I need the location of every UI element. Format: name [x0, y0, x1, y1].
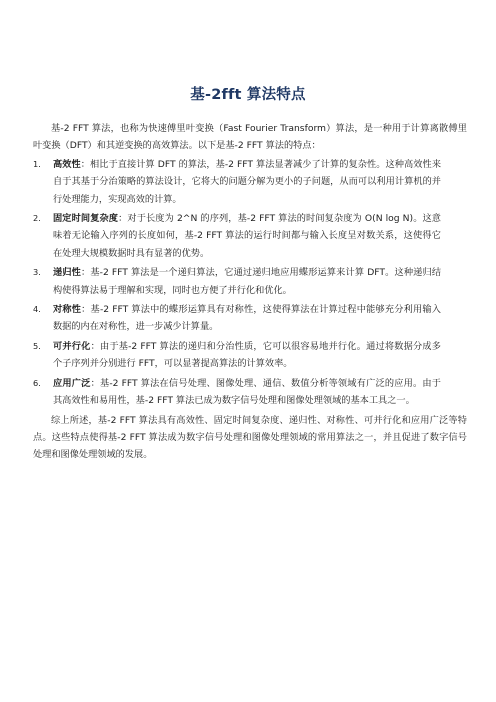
list-item: [33, 156, 467, 208]
list-item: [33, 301, 467, 336]
list-item-label: 应用广泛: [53, 377, 91, 389]
list-item: [33, 338, 467, 373]
list-item-number: 1.: [33, 158, 41, 169]
list-item-text: ：相比于直接计算 DFT 的算法，基-2 FFT 算法显著减少了计算的复杂性。这种高效性来自于其基于分治策略的算法设计，它将大的问题分解为更小的子问题，从而可以利用计算机的并行处理能力，实现高效的计算。: [53, 158, 442, 205]
list-item-number: 3.: [33, 267, 41, 278]
document-title: 基-2fft 算法特点: [190, 87, 306, 103]
list-item-text: ：基-2 FFT 算法在信号处理、图像处理、通信、数值分析等领域有广泛的应用。由于其高效性和易用性，基-2 FFT 算法已成为数字信号处理和图像处理领域的基本工具之一。: [53, 377, 441, 407]
feature-list: [33, 156, 467, 410]
summary-paragraph: 综上所述，基-2 FFT 算法具有高效性、固定时间复杂度、递归性、对称性、可并行化和应用广泛等特点。这些特点使得基-2 FFT 算法成为数字信号处理和图像处理领域的常用算法之一，并且促进了数字信号处理和图像处理领域的发展。: [33, 414, 467, 461]
list-item-label: 高效性: [53, 158, 81, 170]
intro-paragraph: 基-2 FFT 算法，也称为快速傅里叶变换（Fast Fourier Transform）算法，是一种用于计算离散傅里叶变换（DFT）和其逆变换的高效算法。以下是基-2 FFT 算法的特点：: [33, 123, 467, 152]
document-body: [33, 120, 467, 464]
list-item: [33, 375, 467, 410]
list-item-text: ：基-2 FFT 算法中的蝶形运算具有对称性，这使得算法在计算过程中能够充分利用输入数据的内在对称性，进一步减少计算量。: [53, 304, 441, 333]
list-item-number: 4.: [33, 304, 41, 315]
list-item-label: 可并行化: [53, 340, 91, 352]
list-item-text: ：由于基-2 FFT 算法的递归和分治性质，它可以很容易地并行化。通过将数据分成多个子序列并分别进行 FFT，可以显著提高算法的计算效率。: [53, 340, 441, 370]
list-item-label: 固定时间复杂度: [53, 213, 119, 225]
list-item: [33, 210, 467, 262]
list-item-number: 2.: [33, 213, 41, 224]
list-item: [33, 264, 467, 299]
list-item-label: 递归性: [53, 267, 81, 279]
list-item-number: 5.: [33, 340, 41, 351]
list-item-number: 6.: [33, 377, 41, 388]
list-item-label: 对称性: [53, 304, 82, 316]
list-item-text: ：对于长度为 2^N 的序列，基-2 FFT 算法的时间复杂度为 O(N log N)。这意味着无论输入序列的长度如何，基-2 FFT 算法的运行时间都与输入长度呈对数关系，这使得它在处理大规模数据时具有显著的优势。: [53, 213, 441, 259]
list-item-text: ：基-2 FFT 算法是一个递归算法，它通过递归地应用蝶形运算来计算 DFT。这种递归结构使得算法易于理解和实现，同时也方便了并行化和优化。: [53, 267, 442, 296]
